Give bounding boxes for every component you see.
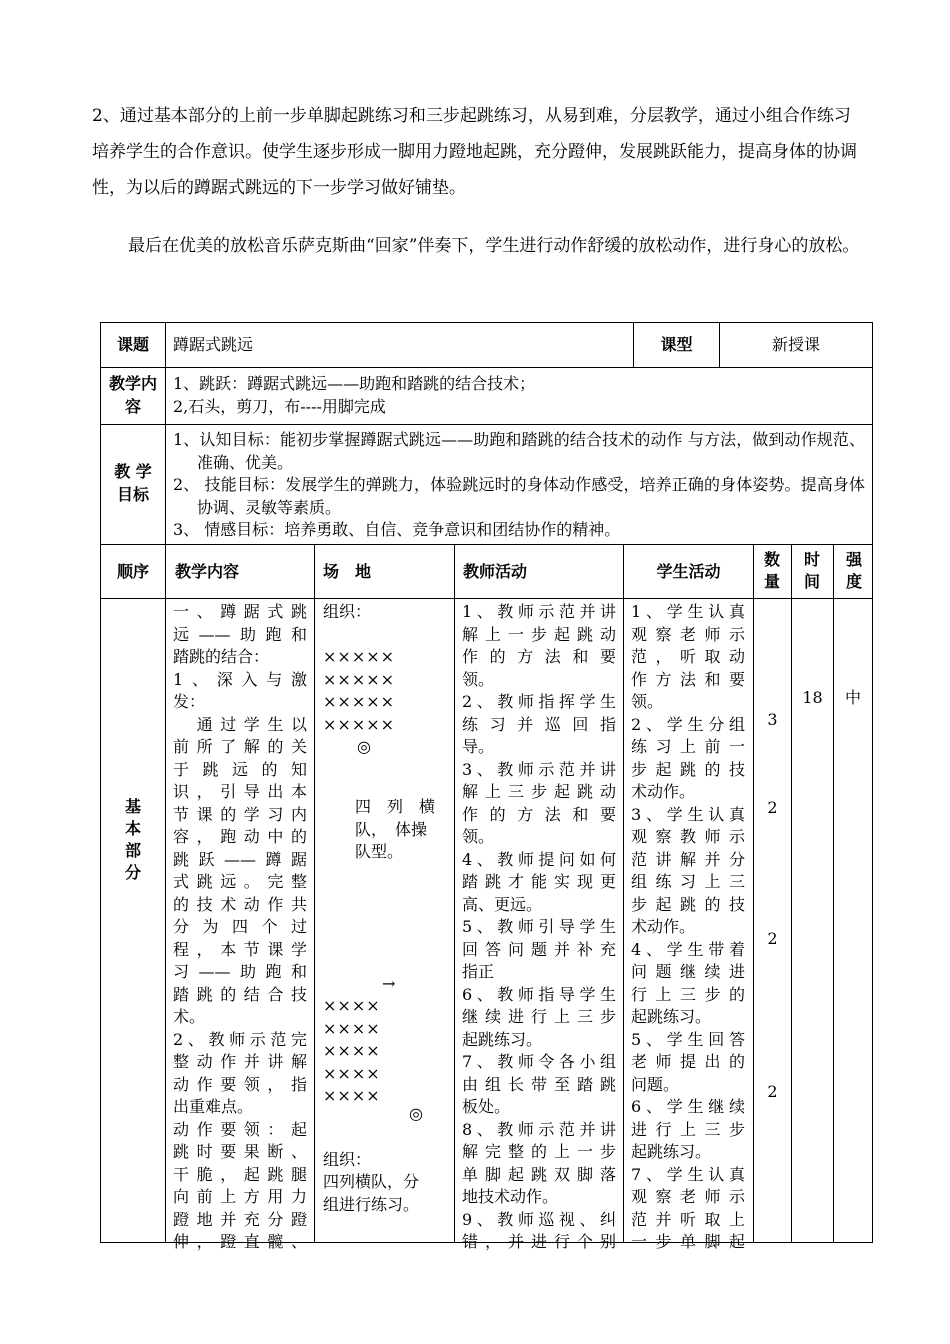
teacher-line: 练习并巡回指 — [462, 714, 616, 734]
content-col-line: 蹬地并充分蹬 — [173, 1209, 307, 1229]
content-label — [108, 373, 158, 418]
content-col-line: 跳跃——蹲踞 — [173, 849, 307, 869]
content-lines — [173, 373, 535, 418]
row-divider — [101, 367, 872, 368]
venue-org-note-line: 四列横队，分 — [323, 1172, 420, 1191]
teacher-line: 领。 — [462, 669, 495, 689]
content-col-line: 1、深入与激 — [173, 669, 307, 689]
content-col-line: 跳时要果断、 — [173, 1142, 307, 1161]
teacher-position-mark-a: ◎ — [357, 737, 371, 756]
section-label: 基本部分 — [124, 797, 141, 882]
header-teacher: 教师活动 — [463, 562, 528, 581]
teacher-line: 3、教师示范并讲 — [462, 759, 616, 779]
content-col-line: 术。 — [173, 1007, 206, 1026]
teacher-line: 解上一步起跳动 — [462, 624, 616, 644]
student-line: 6、学生继续 — [631, 1097, 745, 1116]
venue-row: ××××× — [323, 669, 396, 689]
teacher-line: 解完整的上一步 — [462, 1142, 616, 1161]
student-line: 步起跳的技 — [631, 894, 745, 914]
student-line: 5、学生回答 — [631, 1029, 745, 1049]
topic-label: 课题 — [116, 335, 149, 354]
content-col-line: 动作要领，指 — [173, 1074, 307, 1094]
teacher-line: 踏跳才能实现更 — [462, 872, 616, 891]
student-line: 老师提出的 — [631, 1052, 745, 1071]
content-col-line: 一、蹲踞式跳 — [173, 602, 307, 621]
teacher-line: 回答问题并补充 — [462, 939, 616, 959]
content-col-line: 分为四个过 — [173, 917, 307, 936]
venue-row: ×××× — [323, 1041, 381, 1060]
content-line: 1、跳跃：蹲踞式跳远——助跑和踏跳的结合技术； — [173, 374, 536, 393]
content-col-line: 2、教师示范完 — [173, 1029, 307, 1049]
col-divider — [314, 544, 315, 1242]
student-line: 起跳练习。 — [631, 1007, 712, 1026]
student-line: 4、学生带着 — [631, 939, 745, 959]
goal-item: 1、认知目标：能初步掌握蹲踞式跳远——助跑和踏跳的结合技术的动作 与方法，做到动作规范、准确、优美。 — [173, 430, 865, 472]
venue-row: ×××× — [323, 1086, 381, 1105]
row-divider — [101, 544, 872, 545]
venue-formation-desc — [355, 796, 435, 864]
teacher-line: 9、教师巡视、纠 — [462, 1209, 616, 1229]
header-student: 学生活动 — [656, 562, 721, 581]
student-line: 练习上前一 — [631, 737, 745, 756]
student-line: 3、学生认真 — [631, 804, 745, 824]
student-line: 领。 — [631, 692, 664, 711]
col-divider — [454, 544, 455, 1242]
content-col-line: 的技术动作共 — [173, 894, 307, 914]
teacher-line: 起跳练习。 — [462, 1029, 543, 1049]
venue-row: ×××× — [323, 1018, 381, 1038]
header-time: 时间 — [803, 550, 820, 591]
student-line: 观察教师示 — [631, 827, 745, 846]
teacher-line: 领。 — [462, 827, 495, 846]
venue-formation-line: 队型。 — [355, 842, 404, 861]
header-venue: 场 地 — [323, 562, 372, 581]
content-col-line: 动作要领：起 — [173, 1119, 307, 1139]
content-col-line: 通过学生以 — [173, 714, 307, 734]
goal-item: 3、 情感目标：培养勇敢、自信、竞争意识和团结协作的精神。 — [173, 520, 621, 539]
student-line: 术动作。 — [631, 917, 696, 936]
header-order: 顺序 — [116, 562, 149, 581]
teacher-line: 4、教师提问如何 — [462, 849, 616, 869]
count-value: 3 — [767, 710, 778, 729]
student-line: 作方法和要 — [631, 669, 745, 689]
venue-row: ××××× — [323, 714, 396, 734]
content-col-line: 于跳远的知 — [173, 759, 307, 779]
type-label: 课型 — [660, 335, 693, 354]
teacher-line: 高、更远。 — [462, 894, 543, 914]
student-line: 起跳练习。 — [631, 1142, 712, 1161]
student-line: 问题继续进 — [631, 962, 745, 981]
student-line: 范讲解并分 — [631, 849, 745, 869]
student-line: 观察老师示 — [631, 1187, 745, 1206]
student-line: 范并听取上 — [631, 1209, 745, 1229]
row-divider — [101, 424, 872, 425]
student-line: 问题。 — [631, 1074, 680, 1094]
teacher-line: 指正 — [462, 962, 495, 981]
intro-paragraph-2: 最后在优美的放松音乐萨克斯曲“回家”伴奏下，学生进行动作舒缓的放松动作，进行身心的放松。 — [128, 236, 860, 256]
col-divider — [165, 323, 166, 1242]
teacher-line: 2、教师指挥学生 — [462, 692, 616, 711]
venue-row: ×××× — [323, 1063, 381, 1083]
content-col-line: 习——助跑和 — [173, 962, 307, 981]
teacher-line: 地技术动作。 — [462, 1187, 559, 1206]
venue-formation-a — [323, 646, 395, 736]
count-value: 2 — [767, 798, 778, 817]
content-col-line: 式跳远。完整 — [173, 872, 307, 891]
student-line: 一步单脚起 — [631, 1232, 745, 1251]
student-line: 行上三步的 — [631, 984, 745, 1004]
content-col-line: 向前上方用力 — [173, 1187, 307, 1206]
content-col-line: 识，引导出本 — [173, 782, 307, 801]
count-value: 2 — [767, 929, 778, 948]
venue-org-note — [323, 1171, 419, 1216]
col-divider — [623, 544, 624, 1242]
student-line: 术动作。 — [631, 782, 696, 801]
content-col-line: 容，跑动中的 — [173, 827, 307, 846]
venue-row: ××××× — [323, 647, 396, 666]
header-content: 教学内容 — [175, 562, 240, 581]
row-divider — [101, 598, 872, 599]
teacher-line: 继续进行上三步 — [462, 1007, 616, 1026]
content-col-line: 踏跳的结合： — [173, 647, 270, 666]
venue-org-label: 组织： — [323, 602, 372, 621]
content-col-line: 远——助跑和 — [173, 624, 307, 644]
venue-org-label-b: 组织： — [323, 1150, 372, 1169]
venue-formation-b — [323, 995, 381, 1108]
content-line: 2,石头，剪刀，布----用脚完成 — [173, 396, 386, 416]
teacher-line: 作的方法和要 — [462, 804, 616, 824]
student-line: 进行上三步 — [631, 1119, 745, 1139]
content-col-line: 伸，蹬直髋、 — [173, 1232, 307, 1251]
col-divider — [791, 544, 792, 1242]
student-line: 观察老师示 — [631, 624, 745, 644]
teacher-line: 单脚起跳双脚落 — [462, 1164, 616, 1184]
teacher-line: 5、教师引导学生 — [462, 917, 616, 936]
venue-org-note-line: 组进行练习。 — [323, 1194, 420, 1214]
teacher-line: 作的方法和要 — [462, 647, 616, 666]
student-column — [631, 601, 745, 1254]
student-line: 1、学生认真 — [631, 602, 745, 621]
teacher-line: 1、教师示范并讲 — [462, 602, 616, 621]
teacher-line: 7、教师令各小组 — [462, 1052, 616, 1071]
student-line: 2、学生分组 — [631, 714, 745, 734]
goal-item: 2、 技能目标：发展学生的弹跳力，体验跳远时的身体动作感受，培养正确的身体姿势。提高身体协调、灵敏等素质。 — [173, 475, 865, 517]
content-col-line: 发： — [173, 692, 206, 711]
venue-formation-line: 队， 体操 — [355, 819, 428, 839]
teacher-position-mark-b: ◎ — [409, 1104, 423, 1123]
content-col-line: 干脆，起跳腿 — [173, 1164, 307, 1184]
goals-list — [173, 429, 865, 542]
venue-row: ××××× — [323, 692, 396, 711]
teacher-line: 错，并进行个别 — [462, 1232, 616, 1251]
student-line: 组练习上三 — [631, 872, 745, 891]
content-col-line: 出重难点。 — [173, 1097, 254, 1116]
col-divider — [753, 544, 754, 1242]
teacher-line: 由组长带至踏跳 — [462, 1074, 616, 1094]
content-col-line: 节课的学习内 — [173, 804, 307, 824]
venue-formation-line: 四 列 横 — [355, 797, 436, 816]
type-value: 新授课 — [771, 335, 820, 354]
content-label-text: 教学内容 — [108, 374, 157, 416]
topic-value: 蹲踞式跳远 — [173, 335, 254, 354]
header-count: 数量 — [763, 550, 780, 591]
venue-row: ×××× — [323, 996, 381, 1015]
teacher-line: 板处。 — [462, 1097, 511, 1116]
teacher-line: 导。 — [462, 737, 495, 756]
goals-label-text: 教 学 目标 — [114, 462, 152, 504]
content-col-line: 程，本节课学 — [173, 939, 307, 959]
col-divider — [833, 544, 834, 1242]
intensity-value: 中 — [844, 688, 861, 707]
student-line: 范，听取动 — [631, 647, 745, 666]
time-value: 18 — [802, 688, 823, 707]
content-col-line: 前所了解的关 — [173, 737, 307, 756]
intro-paragraph-1: 2、通过基本部分的上前一步单脚起跳练习和三步起跳练习，从易到难，分层教学，通过小组合作练习培养学生的合作意识。使学生逐步形成一脚用力蹬地起跳，充分蹬伸，发展跳跃能力，提高身体的协调性，为以后的蹲踞式跳远的下一步学习做好铺垫。 — [92, 106, 857, 198]
student-line: 7、学生认真 — [631, 1164, 745, 1184]
teacher-line: 解上三步起跳动 — [462, 782, 616, 801]
count-value: 2 — [767, 1082, 778, 1101]
content-col-line: 踏跳的结合技 — [173, 984, 307, 1004]
teacher-column — [462, 601, 616, 1254]
arrow-icon: → — [382, 974, 396, 993]
teacher-line: 6、教师指导学生 — [462, 984, 616, 1004]
goals-label — [106, 461, 160, 506]
teacher-line: 8、教师示范并讲 — [462, 1119, 616, 1139]
header-intensity: 强度 — [845, 550, 862, 591]
student-line: 步起跳的技 — [631, 759, 745, 779]
content-column — [173, 601, 307, 1254]
content-col-line: 整动作并讲解 — [173, 1052, 307, 1071]
